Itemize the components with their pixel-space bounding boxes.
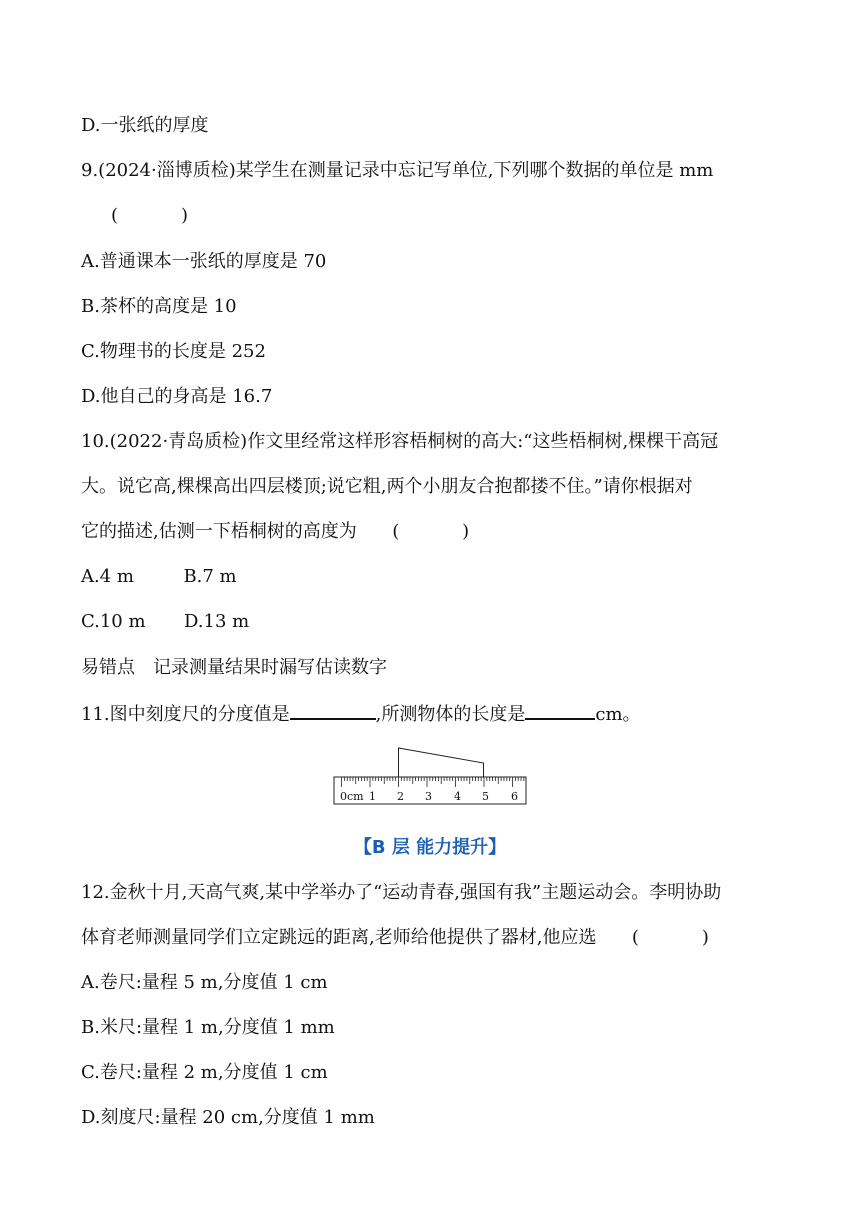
q9-option-a: A.普通课本一张纸的厚度是 70 bbox=[81, 251, 327, 272]
ruler-label-5: 5 bbox=[482, 790, 489, 803]
q11-blank-division[interactable] bbox=[290, 700, 376, 720]
q10-option-d: D.13 m bbox=[184, 611, 250, 632]
q9-stem: 9.(2024·淄博质检)某学生在测量记录中忘记写单位,下列哪个数据的单位是 mm bbox=[81, 160, 714, 181]
q12-option-b: B.米尺:量程 1 m,分度值 1 mm bbox=[81, 1017, 335, 1038]
ruler-label-4: 4 bbox=[454, 790, 461, 803]
q9-answer-paren: ( ) bbox=[111, 205, 188, 226]
q10-option-a: A.4 m bbox=[81, 566, 134, 587]
q10-options-row1 bbox=[81, 564, 237, 590]
q10-stem-text: 它的描述,估测一下梧桐树的高度为 bbox=[81, 521, 357, 542]
q10-stem-line2: 大。说它高,棵棵高出四层楼顶;说它粗,两个小朋友合抱都搂不住。”请你根据对 bbox=[81, 476, 693, 497]
section-b-heading: 【B 层 能力提升】 bbox=[353, 837, 507, 858]
q11-text-part2: ,所测物体的长度是 bbox=[375, 704, 526, 725]
ruler-label-1: 1 bbox=[369, 790, 376, 803]
ruler-label-2: 2 bbox=[397, 790, 404, 803]
measured-object bbox=[399, 748, 484, 777]
q11-blank-length[interactable] bbox=[525, 700, 595, 720]
q9-option-d: D.他自己的身高是 16.7 bbox=[81, 386, 273, 407]
q12-stem-text: 体育老师测量同学们立定跳远的距离,老师给他提供了器材,他应选 bbox=[81, 927, 597, 948]
q10-stem-line1: 10.(2022·青岛质检)作文里经常这样形容梧桐树的高大:“这些梧桐树,棵棵干高冠 bbox=[81, 431, 719, 452]
q10-answer-paren: ( ) bbox=[392, 521, 470, 542]
q10-options-row2 bbox=[81, 609, 249, 635]
q8-option-d: D.一张纸的厚度 bbox=[81, 115, 209, 136]
error-point-note: 易错点 记录测量结果时漏写估读数字 bbox=[81, 657, 387, 678]
q12-option-d: D.刻度尺:量程 20 cm,分度值 1 mm bbox=[81, 1107, 375, 1128]
ruler-label-0: 0cm bbox=[340, 790, 364, 803]
q11-stem bbox=[81, 700, 641, 728]
q10-stem-line3 bbox=[81, 519, 469, 545]
ruler-label-3: 3 bbox=[425, 790, 432, 803]
q12-option-c: C.卷尺:量程 2 m,分度值 1 cm bbox=[81, 1062, 328, 1083]
q10-option-b: B.7 m bbox=[183, 566, 237, 587]
q12-option-a: A.卷尺:量程 5 m,分度值 1 cm bbox=[81, 972, 328, 993]
q12-stem-line2 bbox=[81, 925, 709, 951]
q11-text-part3: cm。 bbox=[595, 704, 641, 725]
q9-option-b: B.茶杯的高度是 10 bbox=[81, 296, 237, 317]
ruler-label-6: 6 bbox=[511, 790, 518, 803]
q9-option-c: C.物理书的长度是 252 bbox=[81, 341, 266, 362]
ruler-figure bbox=[330, 743, 530, 807]
q11-text-part1: 11.图中刻度尺的分度值是 bbox=[81, 704, 290, 725]
q12-stem-line1: 12.金秋十月,天高气爽,某中学举办了“运动青春,强国有我”主题运动会。李明协助 bbox=[81, 882, 722, 903]
q12-answer-paren: ( ) bbox=[631, 927, 709, 948]
q10-option-c: C.10 m bbox=[81, 611, 146, 632]
